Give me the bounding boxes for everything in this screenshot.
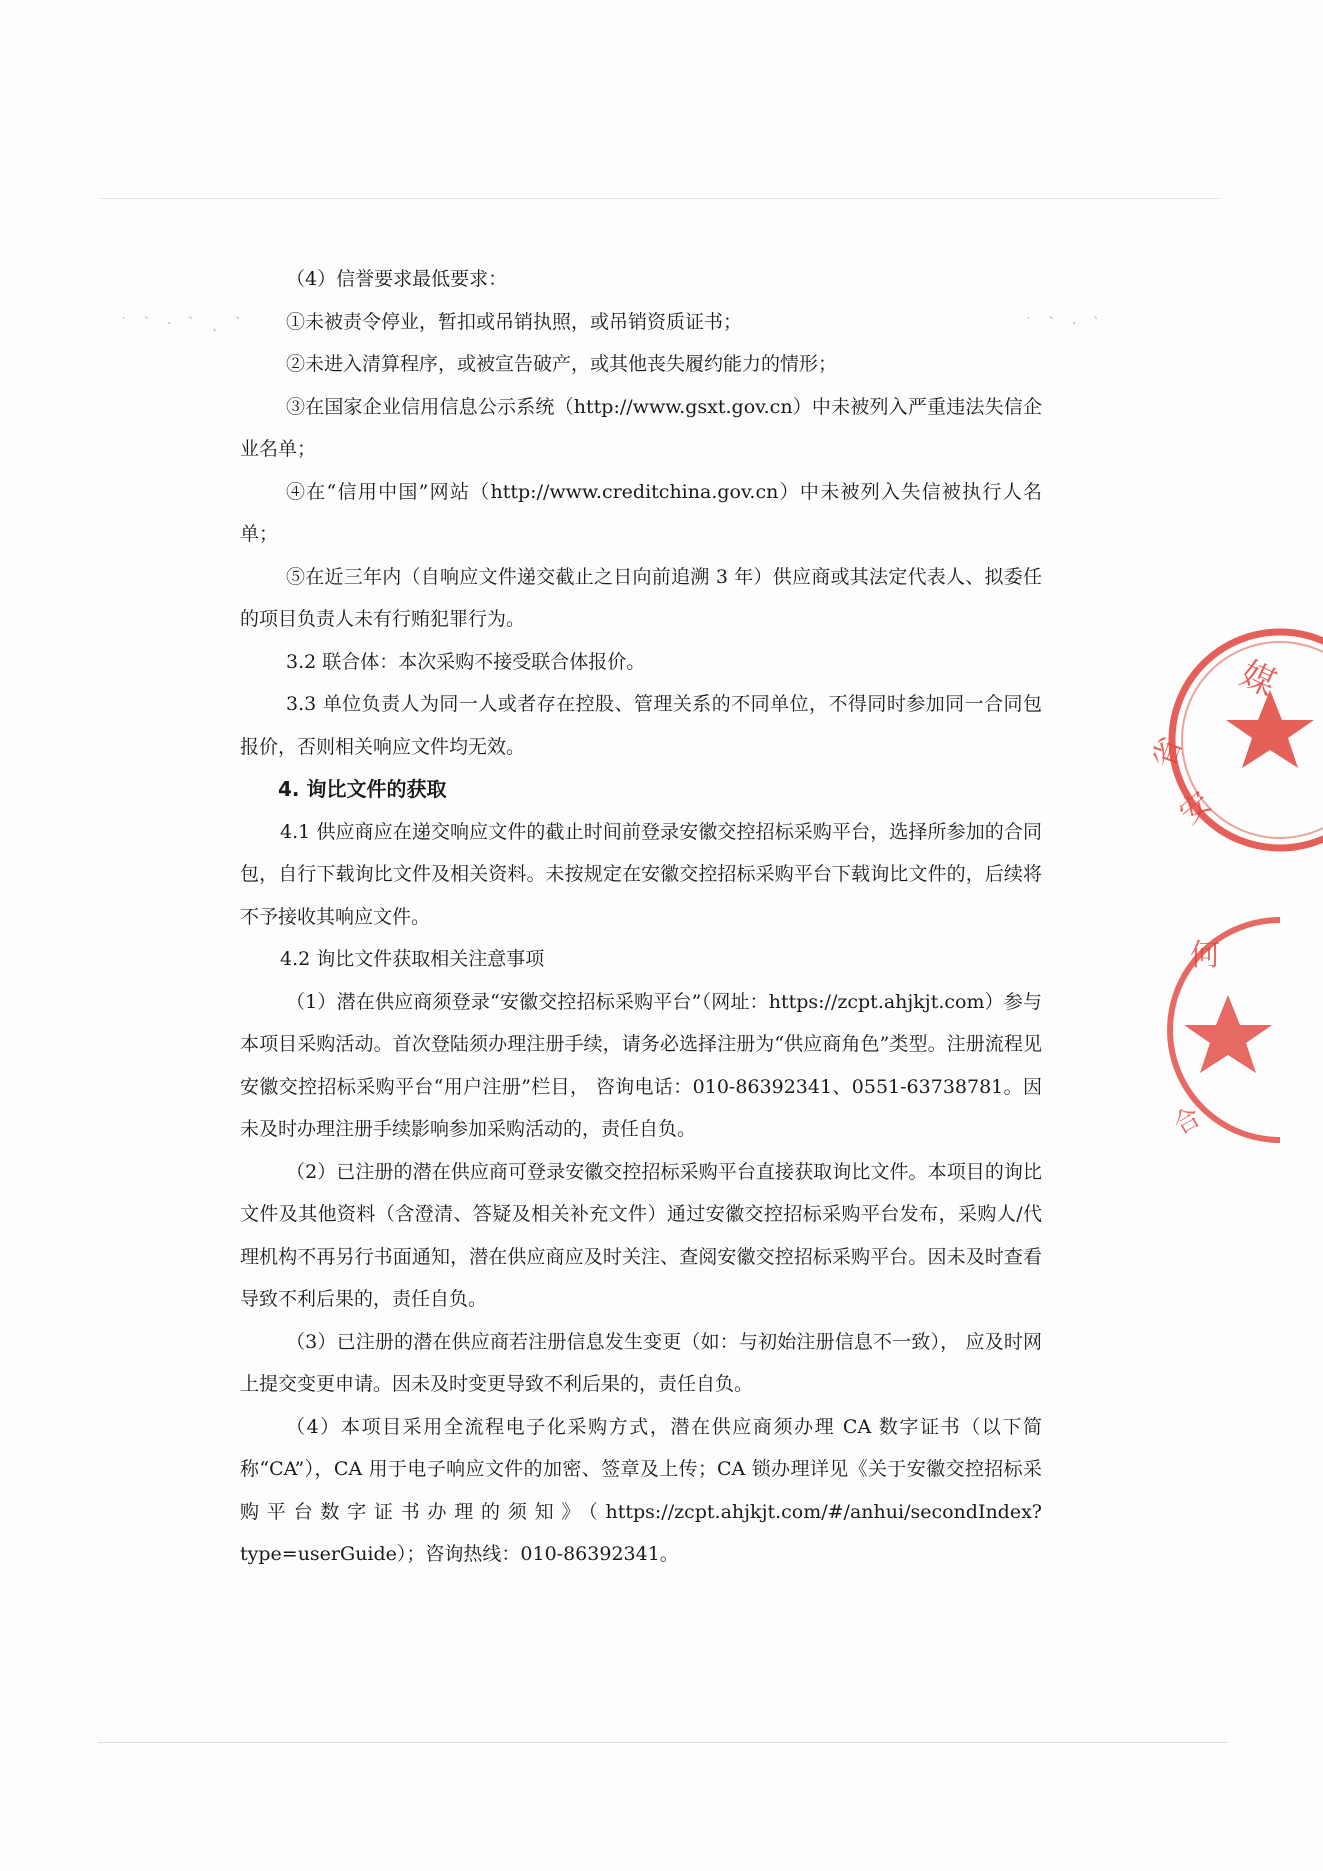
scan-top-line [100,198,1220,199]
clause-4-1: 4.1 供应商应在递交响应文件的截止时间前登录安徽交控招标采购平台，选择所参加的合同包，自行下载询比文件及相关资料。未按规定在安徽交控招标采购平台下载询比文件的，后续将不予接收其响应文件。 [240,820,1042,928]
seal-char-he2: 合 [1168,1102,1207,1142]
section-4-heading: 4. 询比文件的获取 [278,777,447,801]
note-3: （3）已注册的潜在供应商若注册信息发生变更（如：与初始注册信息不一致）， 应及时网上提交变更申请。因未及时变更导致不利后果的，责任自负。 [240,1330,1042,1395]
credit-item-1: ①未被责令停业，暂扣或吊销执照，或吊销资质证书； [286,310,743,333]
scan-dust-left: ˙ ` · ˋ ˛ ˋ [120,316,248,332]
clause-3-3: 3.3 单位负责人为同一人或者存在控股、管理关系的不同单位，不得同时参加同一合同包报价，否则相关响应文件均无效。 [240,693,1042,758]
seal-char-he: 何 [1190,938,1220,973]
note-4: （4）本项目采用全流程电子化采购方式，潜在供应商须办理 CA 数字证书（以下简称“CA”），CA 用于电子响应文件的加密、签章及上传；CA 锁办理详见《关于安徽交控招标采购平台数字证书办理的须知》（https://zcpt.ahjkjt.com/#/anhui/secondIndex?type=userGuide）；咨询热线：010-86392341。 [240,1415,1042,1565]
document-body [240,258,1042,1576]
seal-char-mei: 媒 [1234,653,1282,705]
clause-4-2: 4.2 询比文件获取相关注意事项 [280,948,545,970]
company-seal-lower [1160,905,1323,1155]
scan-bottom-line [98,1742,1228,1743]
credit-item-4: ④在“信用中国”网站（http://www.creditchina.gov.cn）中未被列入失信被执行人名单； [240,480,1042,545]
credit-item-5: ⑤在近三年内（自响应文件递交截止之日向前追溯 3 年）供应商或其法定代表人、拟委任的项目负责人未有行贿犯罪行为。 [240,565,1042,630]
credit-item-2: ②未进入清算程序，或被宣告破产，或其他丧失履约能力的情形； [286,353,838,375]
company-seal-upper [1130,620,1323,870]
scan-dust-right: ˙ ` · ˋ [1025,316,1106,332]
seal-char-an: 安 [1172,785,1219,832]
note-1: （1）潜在供应商须登录“安徽交控招标采购平台”（网址：https://zcpt.ahjkjt.com）参与本项目采购活动。首次登陆须办理注册手续，请务必选择注册为“供应商角色”类型。注册流程见安徽交控招标采购平台“用户注册”栏目， 咨询电话：010-86392341、0551-63738781。因未及时办理注册手续影响参加采购活动的，责任自负。 [240,990,1042,1140]
seal-char-sheng: 省 [1146,732,1190,773]
note-2: （2）已注册的潜在供应商可登录安徽交控招标采购平台直接获取询比文件。本项目的询比文件及其他资料（含澄清、答疑及相关补充文件）通过安徽交控招标采购平台发布，采购人/代理机构不再另行书面通知，潜在供应商应及时关注、查阅安徽交控招标采购平台。因未及时查看导致不利后果的，责任自负。 [240,1160,1042,1310]
clause-3-2: 3.2 联合体：本次采购不接受联合体报价。 [286,650,646,673]
credit-item-3: ③在国家企业信用信息公示系统（http://www.gsxt.gov.cn）中未被列入严重违法失信企业名单； [240,395,1042,460]
credit-requirements-heading: （4）信誉要求最低要求： [286,268,508,290]
